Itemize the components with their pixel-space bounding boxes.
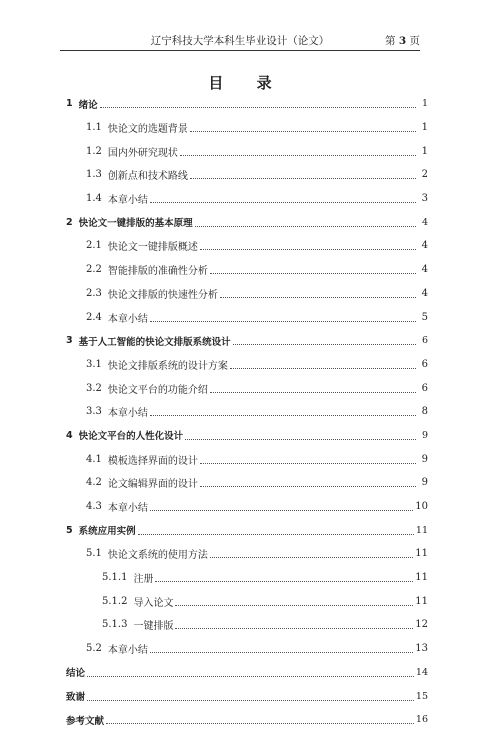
toc-entry-title: 快论文一键排版概述 [107,242,198,254]
toc-entry[interactable] [66,353,428,377]
toc-entry-number: 1.4 [86,193,102,205]
toc-entry-title: 绪论 [78,99,98,111]
toc-dot-leader [200,486,416,487]
toc-entry-title: 快论文的选题背景 [107,124,188,136]
toc-dot-leader [150,321,416,322]
toc-entry-title: 快论文系统的使用方法 [107,550,208,562]
toc-entry[interactable] [66,305,428,329]
toc-dot-leader [155,581,413,582]
toc-entry-page: 6 [421,382,428,394]
toc-entry-page: 15 [415,690,428,702]
toc-entry[interactable] [66,471,428,495]
toc-entry-number: 2.1 [86,240,102,252]
toc-entry-title: 论文编辑界面的设计 [107,479,198,491]
toc-entry-title: 智能排版的准确性分析 [107,266,208,278]
toc-dot-leader [87,676,414,677]
toc-entry-title: 系统应用实例 [78,526,136,538]
toc-entry-number: 3.3 [86,406,102,418]
toc-entry-page: 6 [421,358,428,370]
toc-entry-title: 本章小结 [107,645,148,657]
toc-entry-page: 13 [415,643,428,655]
toc-dot-leader [210,273,416,274]
toc-entry-page: 4 [421,287,428,299]
toc-entry-title: 致谢 [66,692,86,704]
toc-entry[interactable] [66,661,428,685]
toc-entry-title: 一键排版 [133,621,174,633]
toc-entry[interactable] [66,447,428,471]
toc-dot-leader [220,297,416,298]
toc-entry-number: 3.2 [86,382,102,394]
toc-dot-leader [210,557,413,558]
page-header [60,34,420,51]
toc-entry-page: 10 [415,501,428,513]
toc-entry[interactable] [66,613,428,637]
toc-entry-number: 3 [66,335,73,347]
toc-entry-number: 5.1 [86,548,102,560]
toc-dot-leader [190,131,416,132]
toc-entry[interactable] [66,424,428,448]
toc-entry[interactable] [66,684,428,708]
toc-entry[interactable] [66,637,428,661]
toc-entry[interactable] [66,163,428,187]
toc-entry-number: 2.2 [86,264,102,276]
toc-entry-page: 11 [415,595,428,607]
toc-entry-page: 11 [415,548,428,560]
toc-entry-title: 快论文排版的快速性分析 [107,289,218,301]
table-of-contents [66,92,428,732]
toc-dot-leader [138,534,414,535]
toc-entry-page: 11 [415,524,428,536]
toc-entry-number: 5.1.2 [102,595,128,607]
toc-entry-page: 4 [421,240,428,252]
toc-dot-leader [106,723,414,724]
toc-dot-leader [195,226,416,227]
toc-entry-title: 结论 [66,668,86,680]
toc-entry-title: 导入论文 [133,597,174,609]
toc-entry-page: 4 [421,264,428,276]
toc-entry-title: 本章小结 [107,503,148,515]
toc-entry-number: 1.3 [86,169,102,181]
toc-entry-title: 参考文献 [66,715,105,727]
toc-entry[interactable] [66,210,428,234]
toc-entry-title: 快论文一键排版的基本原理 [78,218,193,230]
toc-entry-number: 1 [66,98,73,110]
toc-entry-number: 4.2 [86,477,102,489]
toc-entry-number: 2.3 [86,287,102,299]
toc-entry-title: 快论文平台的功能介绍 [107,384,208,396]
toc-entry-title: 基于人工智能的快论文排版系统设计 [78,336,231,348]
toc-entry[interactable] [66,116,428,140]
toc-entry-page: 9 [421,429,428,441]
toc-entry-title: 创新点和技术路线 [107,171,188,183]
header-page-number: 第 3 页 [385,35,420,47]
toc-entry-number: 4.1 [86,453,102,465]
toc-entry[interactable] [66,518,428,542]
toc-entry-page: 8 [421,406,428,418]
toc-entry-number: 4 [66,429,73,441]
toc-dot-leader [210,392,416,393]
toc-entry[interactable] [66,589,428,613]
toc-dot-leader [185,439,416,440]
toc-entry-page: 9 [421,477,428,489]
toc-entry-page: 5 [421,311,428,323]
toc-entry-page: 1 [421,122,428,134]
toc-dot-leader [150,415,416,416]
toc-dot-leader [87,700,414,701]
toc-dot-leader [150,510,413,511]
toc-entry-number: 1.2 [86,145,102,157]
toc-entry[interactable] [66,542,428,566]
toc-entry[interactable] [66,234,428,258]
toc-dot-leader [150,202,416,203]
toc-entry-page: 4 [421,216,428,228]
toc-entry[interactable] [66,187,428,211]
toc-entry-page: 3 [421,193,428,205]
toc-dot-leader [230,368,416,369]
toc-dot-leader [150,652,413,653]
toc-entry[interactable] [66,92,428,116]
toc-entry[interactable] [66,376,428,400]
toc-entry-number: 5 [66,524,73,536]
toc-entry-page: 1 [421,98,428,110]
toc-entry[interactable] [66,139,428,163]
toc-entry-title: 本章小结 [107,313,148,325]
toc-entry-number: 5.1.1 [102,572,128,584]
toc-entry-page: 1 [421,145,428,157]
toc-dot-leader [180,155,416,156]
toc-entry-title: 本章小结 [107,408,148,420]
toc-entry-number: 5.2 [86,643,102,655]
toc-dot-leader [100,107,416,108]
toc-entry[interactable] [66,329,428,353]
toc-entry-number: 4.3 [86,501,102,513]
toc-entry[interactable] [66,400,428,424]
toc-entry[interactable] [66,708,428,732]
toc-dot-leader [175,628,413,629]
toc-title: 目 录 [208,74,286,92]
toc-entry[interactable] [66,282,428,306]
toc-dot-leader [200,463,416,464]
toc-dot-leader [233,344,416,345]
toc-dot-leader [190,178,416,179]
toc-dot-leader [175,605,413,606]
toc-entry-page: 2 [421,169,428,181]
toc-dot-leader [200,249,416,250]
toc-entry-title: 本章小结 [107,195,148,207]
toc-entry-title: 快论文排版系统的设计方案 [107,360,228,372]
toc-entry-page: 9 [421,453,428,465]
toc-entry-title: 快论文平台的人性化设计 [78,431,184,443]
toc-entry-title: 国内外研究现状 [107,147,178,159]
toc-entry-number: 2 [66,216,73,228]
toc-entry-number: 5.1.3 [102,619,128,631]
toc-entry-page: 6 [421,335,428,347]
toc-entry-page: 14 [415,666,428,678]
toc-entry[interactable] [66,495,428,519]
toc-entry-page: 12 [415,619,428,631]
header-school-title: 辽宁科技大学本科生毕业设计（论文） [150,35,330,47]
toc-entry-page: 11 [415,572,428,584]
toc-entry[interactable] [66,258,428,282]
toc-entry-number: 2.4 [86,311,102,323]
toc-entry[interactable] [66,566,428,590]
toc-entry-page: 16 [415,714,428,726]
toc-entry-number: 3.1 [86,358,102,370]
toc-entry-number: 1.1 [86,122,102,134]
toc-entry-title: 模板选择界面的设计 [107,455,198,467]
toc-entry-title: 注册 [133,574,154,586]
